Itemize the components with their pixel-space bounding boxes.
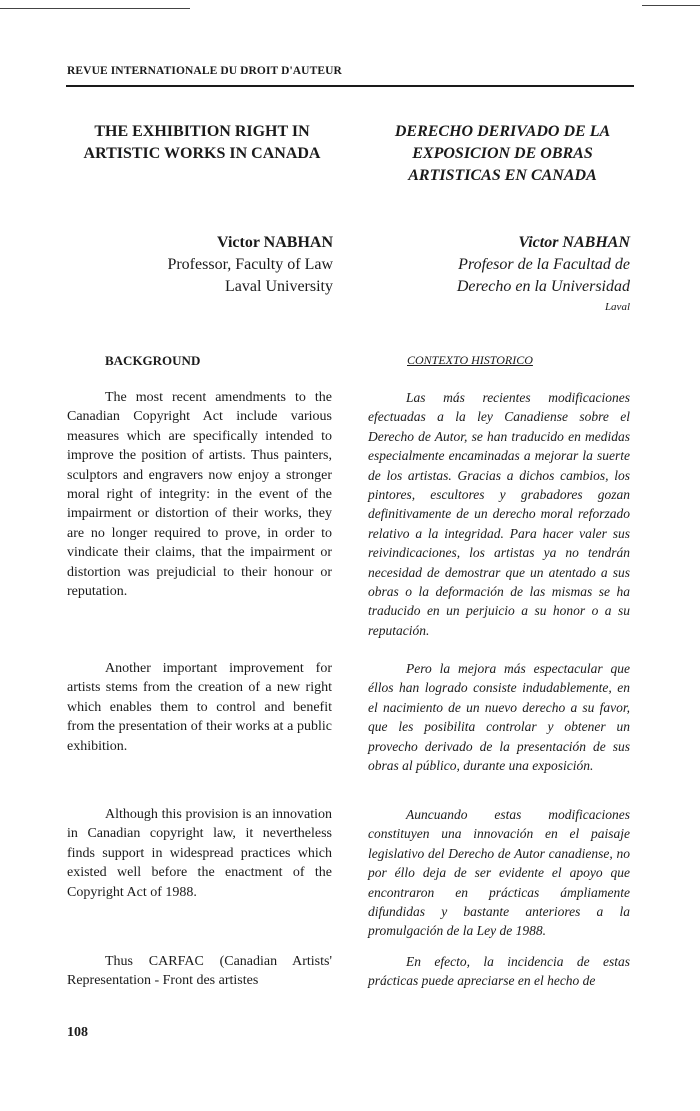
scan-edge-line-left	[0, 8, 190, 9]
author-block-english	[100, 232, 333, 298]
author-name: Victor NABHAN	[217, 234, 333, 251]
page-number: 108	[67, 1025, 88, 1040]
paragraph-spanish: Pero la mejora más espectacular que éllos han logrado consiste indudablemente, en el nacimiento de un nuevo derecho a su favor, que les posibilita controlar y obtener un provecho derivado de la presentación de sus obras al público, durante una exposición.	[368, 661, 630, 774]
affiliation-line: Professor, Faculty of Law	[167, 256, 333, 273]
affiliation-line: Laval University	[225, 278, 333, 295]
author-block-spanish	[400, 232, 630, 316]
paragraph-spanish: En efecto, la incidencia de estas prácticas puede apreciarse en el hecho de	[368, 954, 630, 989]
scan-edge-line-right	[642, 5, 700, 6]
paragraph-spanish: Auncuando estas modificaciones constituyen una innovación en el paisaje legislativo del Derecho de Autor canadiense, no por éllo deja de ser evidente el apoyo que encontraron en prácticas ámpliamente difundidas y bastante anteriores a la promulgación de la Ley de 1988.	[368, 807, 630, 939]
paragraph-english: Although this provision is an innovation in Canadian copyright law, it nevertheless finds support in widespread practices which existed well before the enactment of the Copyright Act of 1988.	[67, 807, 332, 900]
paragraph-spanish: Las más recientes modificaciones efectuadas a la ley Canadiense sobre el Derecho de Autor, se han traducido en medidas especialmente encaminadas a mejorar la suerte de los artistas. Gracias a dichos cambios, los pintores, escultores y grabadores gozan definitivamente de un derecho moral reforzado relativo a la integridad. Para hacer valer sus reivindicaciones, los artistas ya no tendrán necesidad de demostrar que un atentado a sus obras o la deformación de las mismas se ha traducido en un perjuicio a su honor o a su reputación.	[368, 390, 630, 638]
affiliation-line: Profesor de la Facultad de	[458, 256, 630, 273]
section-heading-english: BACKGROUND	[105, 353, 201, 368]
title-spanish: DERECHO DERIVADO DE LA EXPOSICION DE OBRAS ARTISTICAS EN CANADA	[394, 123, 611, 184]
paragraph-english: The most recent amendments to the Canadian Copyright Act include various measures which are specifically intended to improve the position of artists. Thus painters, sculptors and engravers now enjoy a stronger moral right of integrity: in the event of the impairment or distortion of their works, they are no longer required to prove, in order to vindicate their claims, that the impairment or distortion was prejudicial to their honour or reputation.	[67, 390, 332, 600]
section-heading-spanish: CONTEXTO HISTORICO	[407, 353, 533, 367]
paragraph-english: Thus CARFAC (Canadian Artists' Representation - Front des artistes	[67, 954, 332, 989]
paragraph-english: Another important improvement for artists stems from the creation of a new right which enables them to control and benefit from the presentation of their works at a public exhibition.	[67, 661, 332, 754]
author-name: Victor NABHAN	[518, 234, 630, 251]
affiliation-line: Derecho en la Universidad	[456, 278, 630, 295]
running-head: REVUE INTERNATIONALE DU DROIT D'AUTEUR	[67, 65, 342, 77]
header-rule	[66, 85, 634, 87]
affiliation-line: Laval	[604, 301, 630, 313]
title-english: THE EXHIBITION RIGHT IN ARTISTIC WORKS IN CANADA	[83, 123, 321, 162]
